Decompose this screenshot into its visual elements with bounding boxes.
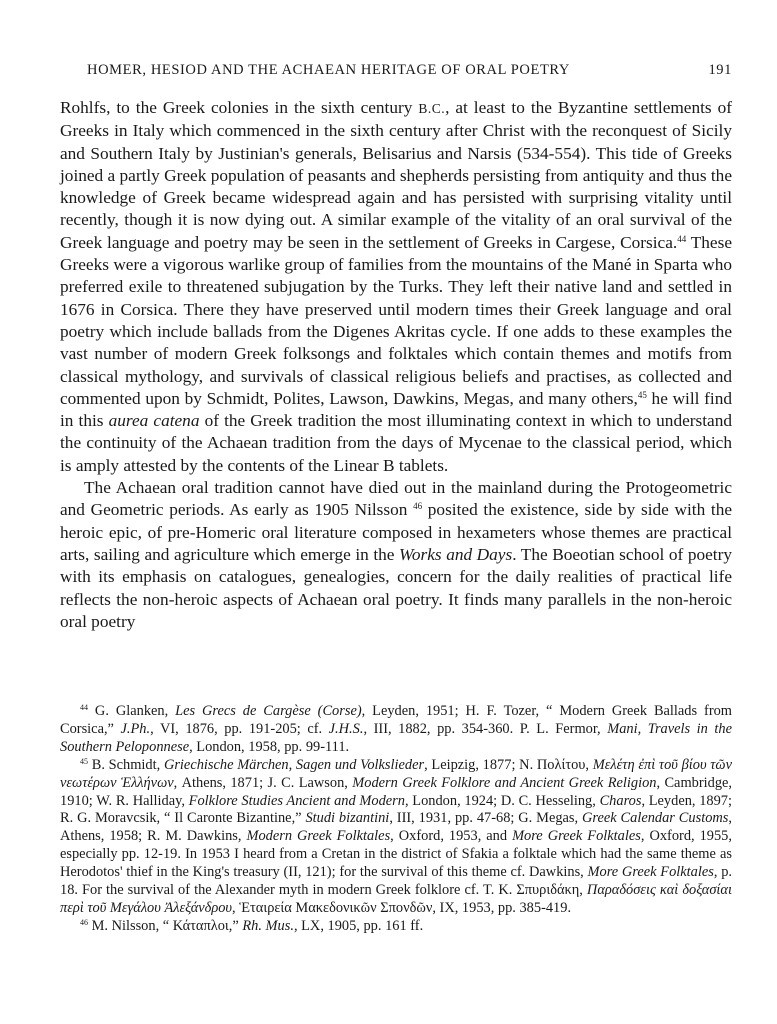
footnote-ref-44: 44 bbox=[677, 233, 687, 244]
text-run: , Oxford, 1955, especially pp. 12-19. In 1953 I heard from a Cretan in the district of Sfakia a folktale which had the same theme as Herodotos' thief in the King's treasury (II, 121); for the survival of this theme cf. Dawkins, bbox=[60, 828, 732, 881]
text-run: , III, 1882, pp. 354-360. P. L. Fermor, bbox=[363, 720, 608, 737]
footnote-44 bbox=[60, 703, 732, 757]
footnote-ref-45: 45 bbox=[637, 389, 647, 400]
footnote-46 bbox=[60, 918, 732, 936]
italic-title: Griechische Märchen, Sagen und Volkslieder bbox=[163, 756, 425, 773]
text-run: of the Greek tradition the most illuminating context in which to understand the continuity of the Achaean tradition from the days of Mycenae to the classical period, which is amply attested by the contents of the Linear B tablets. bbox=[60, 411, 732, 475]
text-run: , London, 1958, pp. 99-111. bbox=[189, 738, 350, 755]
text-run: , Athens, 1958; R. M. Dawkins, bbox=[60, 810, 732, 845]
text-run: , Leyden, 1951; H. F. Tozer, “ Modern Greek Ballads from Corsica,” bbox=[60, 703, 733, 737]
italic-title: Μελέτη ἐπὶ τοῦ βίου τῶν νεωτέρων Ἑλλήνων bbox=[60, 756, 732, 791]
footnote-ref-46: 46 bbox=[413, 501, 423, 512]
text-run: Rohlfs, to the Greek colonies in the sixth century bbox=[60, 98, 419, 117]
paragraph-2 bbox=[60, 477, 732, 633]
text-run: , Athens, 1871; J. C. Lawson, bbox=[173, 774, 353, 791]
footnotes bbox=[60, 703, 732, 936]
italic-title: Greek Calendar Customs bbox=[582, 810, 729, 827]
footnote-number: 46 bbox=[80, 917, 88, 927]
text-run: . The Boeotian school of poetry with its emphasis on catalogues, genealogies, concern for the daily realities of practical life reflects the non-heroic aspects of Achaean oral poetry. It finds many parallels in the non-heroic oral poetry bbox=[60, 544, 732, 631]
italic-title: Mani, Travels in the Southern Peloponnese bbox=[60, 720, 733, 755]
text-run: , Cambridge, 1910; W. R. Halliday, bbox=[60, 774, 732, 809]
footnote-45 bbox=[60, 757, 732, 918]
text-run: he will find in this bbox=[60, 388, 732, 431]
text-run: , p. 18. For the survival of the Alexander myth in modern Greek folklore cf. T. K. Σπυριδάκη, bbox=[60, 864, 732, 899]
italic-title: Charos bbox=[599, 792, 642, 809]
italic-title: Folklore Studies Ancient and Modern bbox=[188, 792, 405, 809]
text-run: , London, 1924; D. C. Hesseling, bbox=[404, 792, 600, 809]
italic-title: Modern Greek Folklore and Ancient Greek Religion bbox=[352, 774, 657, 791]
italic-title: J.H.S. bbox=[328, 720, 364, 737]
italic-title: Works and Days bbox=[399, 544, 513, 564]
text-run: G. Glanken, bbox=[88, 703, 176, 719]
paragraph-1 bbox=[60, 97, 732, 477]
text-run: , at least to the Byzantine settlements of Greeks in Italy which commenced in the sixth century after Christ with the reconquest of Sicily and Southern Italy by Justinian's generals, Belisarius and Narsis (534-554). This tide of Greeks joined a partly Greek population of peasants and shepherds persisting from antiquity and thus the knowledge of Greek became widespread again and has persisted with surprising vitality until recently, though it is now dying out. A similar example of the vitality of an oral survival of the Greek language and poetry may be seen in the settlement of Greeks in Cargese, Corsica. bbox=[60, 98, 732, 252]
footnote-number: 45 bbox=[80, 756, 88, 766]
text-run: The Achaean oral tradition cannot have died out in the mainland during the Protogeometric and Geometric periods. As early as 1905 Nilsson bbox=[60, 478, 732, 520]
italic-phrase: aurea catena bbox=[108, 411, 200, 431]
text-run: , Ἑταιρεία Μακεδονικῶν Σπονδῶν, IX, 1953, pp. 385-419. bbox=[232, 899, 572, 916]
text-run: , Leipzig, 1877; N. Πολίτου, bbox=[424, 756, 593, 773]
text-run: , Leyden, 1897; R. G. Moravcsik, “ Il Caronte Bizantine,” bbox=[60, 792, 732, 827]
italic-title: More Greek Folktales bbox=[512, 828, 641, 845]
text-run: M. Nilsson, “ Κάταπλοι,” bbox=[88, 917, 243, 934]
text-run: B. Schmidt, bbox=[88, 756, 164, 773]
main-text bbox=[60, 97, 732, 633]
text-run: , VI, 1876, pp. 191-205; cf. bbox=[150, 720, 329, 737]
running-head-title: HOMER, HESIOD AND THE ACHAEAN HERITAGE OF ORAL POETRY bbox=[87, 62, 570, 78]
text-run: , III, 1931, pp. 47-68; G. Megas, bbox=[389, 810, 583, 827]
text-run: These Greeks were a vigorous warlike group of families from the mountains of the Mané in Sparta who preferred exile to threatened subjugation by the Turks. They left their native land and settled in 1676 in Corsica. There they have preserved until modern times their Greek language and oral poetry which include ballads from the Digenes Akritas cycle. If one adds to these examples the vast number of modern Greek folksongs and folktales which contain themes and motifs from classical mythology, and survivals of classical religious beliefs and practises, as collected and commented upon by Schmidt, Polites, Lawson, Dawkins, Megas, and many others, bbox=[60, 232, 732, 408]
text-run: posited the existence, side by side with the heroic epic, of pre-Homeric oral literature composed in hexameters whose themes are practical arts, sailing and agriculture which emerge in the bbox=[60, 500, 733, 564]
italic-title: Rh. Mus. bbox=[242, 917, 294, 934]
text-run: , LX, 1905, pp. 161 ff. bbox=[293, 917, 424, 934]
italic-title: Les Grecs de Cargèse (Corse) bbox=[175, 703, 362, 719]
text-run: , Oxford, 1953, and bbox=[390, 828, 513, 845]
italic-title: Studi bizantini bbox=[305, 810, 390, 827]
italic-title: More Greek Folktales bbox=[587, 864, 714, 881]
page bbox=[60, 0, 732, 1024]
footnote-number: 44 bbox=[80, 703, 88, 712]
era-abbreviation: B.C. bbox=[418, 101, 446, 116]
italic-title: J.Ph. bbox=[120, 720, 151, 737]
page-number: 191 bbox=[708, 62, 732, 78]
italic-title: Παραδόσεις καὶ δοξασίαι περὶ τοῦ Μεγάλου Ἀλεξάνδρου bbox=[60, 882, 732, 916]
italic-title: Modern Greek Folktales bbox=[246, 828, 391, 845]
